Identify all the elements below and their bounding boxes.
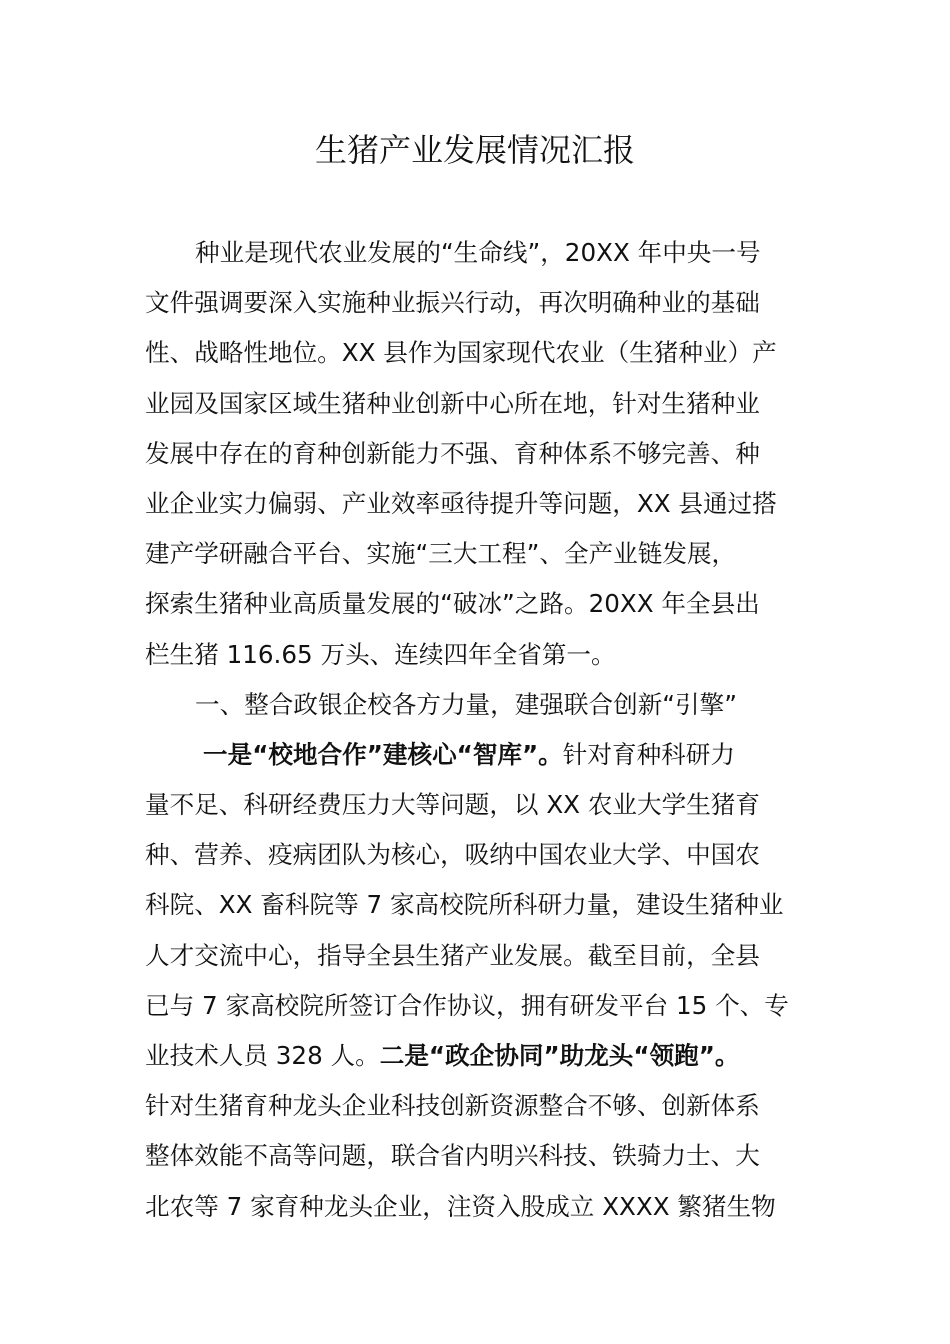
text-line: 栏生猪 116.65 万头、连续四年全省第一。 — [145, 639, 616, 669]
lead-rest: 针对育种科研力 — [562, 739, 735, 769]
text-line: 针对生猪育种龙头企业科技创新资源整合不够、创新体系 — [145, 1091, 760, 1121]
text-line: 发展中存在的育种创新能力不强、育种体系不够完善、种 — [145, 438, 760, 468]
text-line: 探索生猪种业高质量发展的“破冰”之路。20XX 年全县出 — [145, 589, 760, 619]
mixed-bold: 二是“政企协同”助龙头“领跑”。 — [379, 1041, 740, 1070]
text-line: 北农等 7 家育种龙头企业，注资入股成立 XXXX 繁猪生物 — [145, 1191, 776, 1221]
text-line: 文件强调要深入实施种业振兴行动，再次明确种业的基础 — [145, 288, 760, 318]
lead-bold: 一是“校地合作”建核心“智库”。 — [203, 739, 563, 769]
text-line: 种业是现代农业发展的“生命线”，20XX 年中央一号 — [195, 238, 761, 267]
mixed-start: 业技术人员 328 人。 — [145, 1041, 380, 1070]
text-line: 业企业实力偏弱、产业效率亟待提升等问题，XX 县通过搭 — [145, 488, 777, 518]
text-line: 已与 7 家高校院所签订合作协议，拥有研发平台 15 个、专 — [145, 990, 789, 1020]
mixed-line — [145, 1031, 809, 1081]
text-line: 业园及国家区域生猪种业创新中心所在地，针对生猪种业 — [145, 388, 760, 418]
text-line: 性、战略性地位。XX 县作为国家现代农业（生猪种业）产 — [145, 338, 777, 368]
text-line: 科院、XX 畜科院等 7 家高校院所科研力量，建设生猪种业 — [145, 890, 784, 920]
text-line: 量不足、科研经费压力大等问题，以 XX 农业大学生猪育 — [145, 790, 760, 820]
text-line: 种、营养、疫病团队为核心，吸纳中国农业大学、中国农 — [145, 840, 760, 870]
text-line: 整体效能不高等问题，联合省内明兴科技、铁骑力士、大 — [145, 1141, 760, 1171]
text-line: 人才交流中心，指导全县生猪产业发展。截至目前，全县 — [145, 940, 760, 970]
paragraph-lead-line — [145, 730, 809, 780]
document-body — [145, 228, 809, 1232]
text-line: 建产学研融合平台、实施“三大工程”、全产业链发展， — [145, 539, 737, 569]
document-title: 生猪产业发展情况汇报 — [314, 131, 635, 169]
section-heading: 一、整合政银企校各方力量，建强联合创新“引擎” — [195, 689, 737, 719]
